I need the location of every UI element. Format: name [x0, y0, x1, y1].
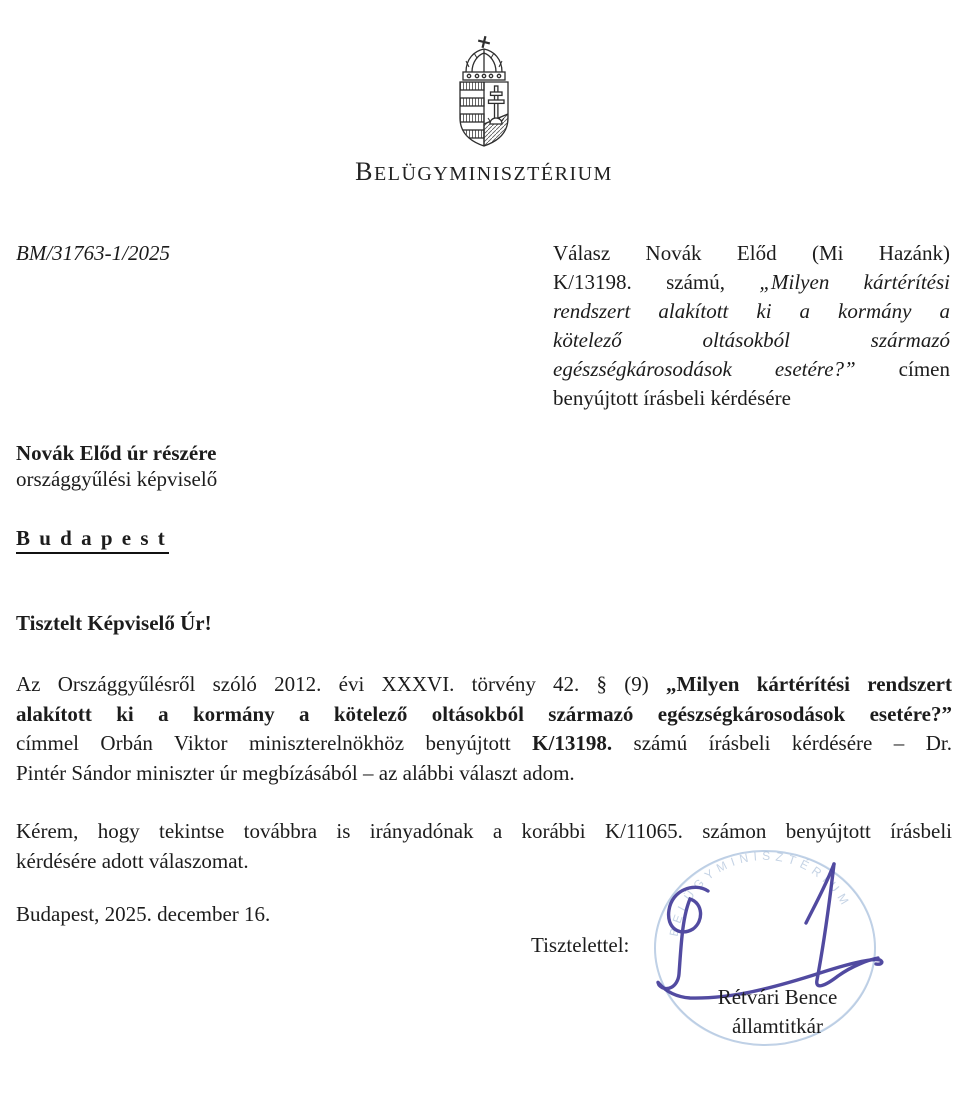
subject-text: címen	[855, 357, 950, 381]
salutation: Tisztelt Képviselő Úr!	[16, 611, 212, 635]
body-text-bold: K/13198.	[532, 731, 613, 755]
hungary-coat-of-arms-icon	[444, 34, 524, 152]
body-line	[16, 759, 952, 789]
subject-line	[553, 326, 950, 355]
subject-line	[553, 239, 950, 268]
date-line: Budapest, 2025. december 16.	[16, 902, 271, 926]
subject-text: K/13198. számú,	[553, 270, 760, 294]
recipient-city: B u d a p e s t	[16, 526, 169, 554]
body-text: számú írásbeli kérdésére – Dr.	[612, 731, 952, 755]
subject-text: Válasz Novák Előd (Mi Hazánk)	[553, 241, 950, 265]
body-text: kérdésére adott válaszomat.	[16, 848, 249, 873]
body-text: Az Országgyűlésről szóló 2012. évi XXXVI. törvény 42. § (9)	[16, 672, 666, 696]
subject-block	[553, 239, 950, 413]
body-text-bold: alakított ki a kormány a kötelező oltásokból származó egészségkárosodások esetére?”	[16, 701, 952, 726]
body-line	[16, 700, 952, 730]
body-text: címmel Orbán Viktor miniszterelnökhöz benyújtott	[16, 731, 533, 755]
subject-text-italic: rendszert alakított ki a kormány a	[553, 299, 950, 323]
body-paragraph-1	[16, 670, 952, 788]
body-text: Kérem, hogy tekintse továbbra is irányadónak a korábbi K/11065. számon benyújtott írásbeli	[16, 819, 952, 843]
signer-title: államtitkár	[732, 1014, 823, 1038]
stamp-text: BELÜGYMINISZTÉRIUM	[666, 848, 855, 938]
body-line	[16, 729, 952, 759]
recipient-name: Novák Előd úr részére	[16, 441, 217, 465]
subject-text: benyújtott írásbeli kérdésére	[553, 386, 791, 410]
handwritten-signature	[638, 850, 910, 1002]
body-text: Pintér Sándor miniszter úr megbízásából – az alábbi választ adom.	[16, 760, 575, 785]
subject-line	[553, 268, 950, 297]
subject-line	[553, 384, 950, 413]
regards-label: Tisztelettel:	[531, 933, 630, 957]
subject-line	[553, 355, 950, 384]
subject-line	[553, 297, 950, 326]
reference-number: BM/31763-1/2025	[16, 241, 170, 265]
recipient-role: országgyűlési képviselő	[16, 467, 218, 491]
signer-name: Rétvári Bence	[717, 985, 838, 1009]
body-text-bold: „Milyen kártérítési rendszert	[666, 672, 952, 696]
subject-text-italic: egészségkárosodások esetére?”	[553, 357, 856, 381]
subject-text-italic: „Milyen kártérítési	[759, 270, 950, 294]
subject-text-italic: kötelező oltásokból származó	[553, 328, 950, 352]
body-line	[16, 670, 952, 700]
ministry-name: BELÜGYMINISZTÉRIUM	[355, 157, 613, 186]
